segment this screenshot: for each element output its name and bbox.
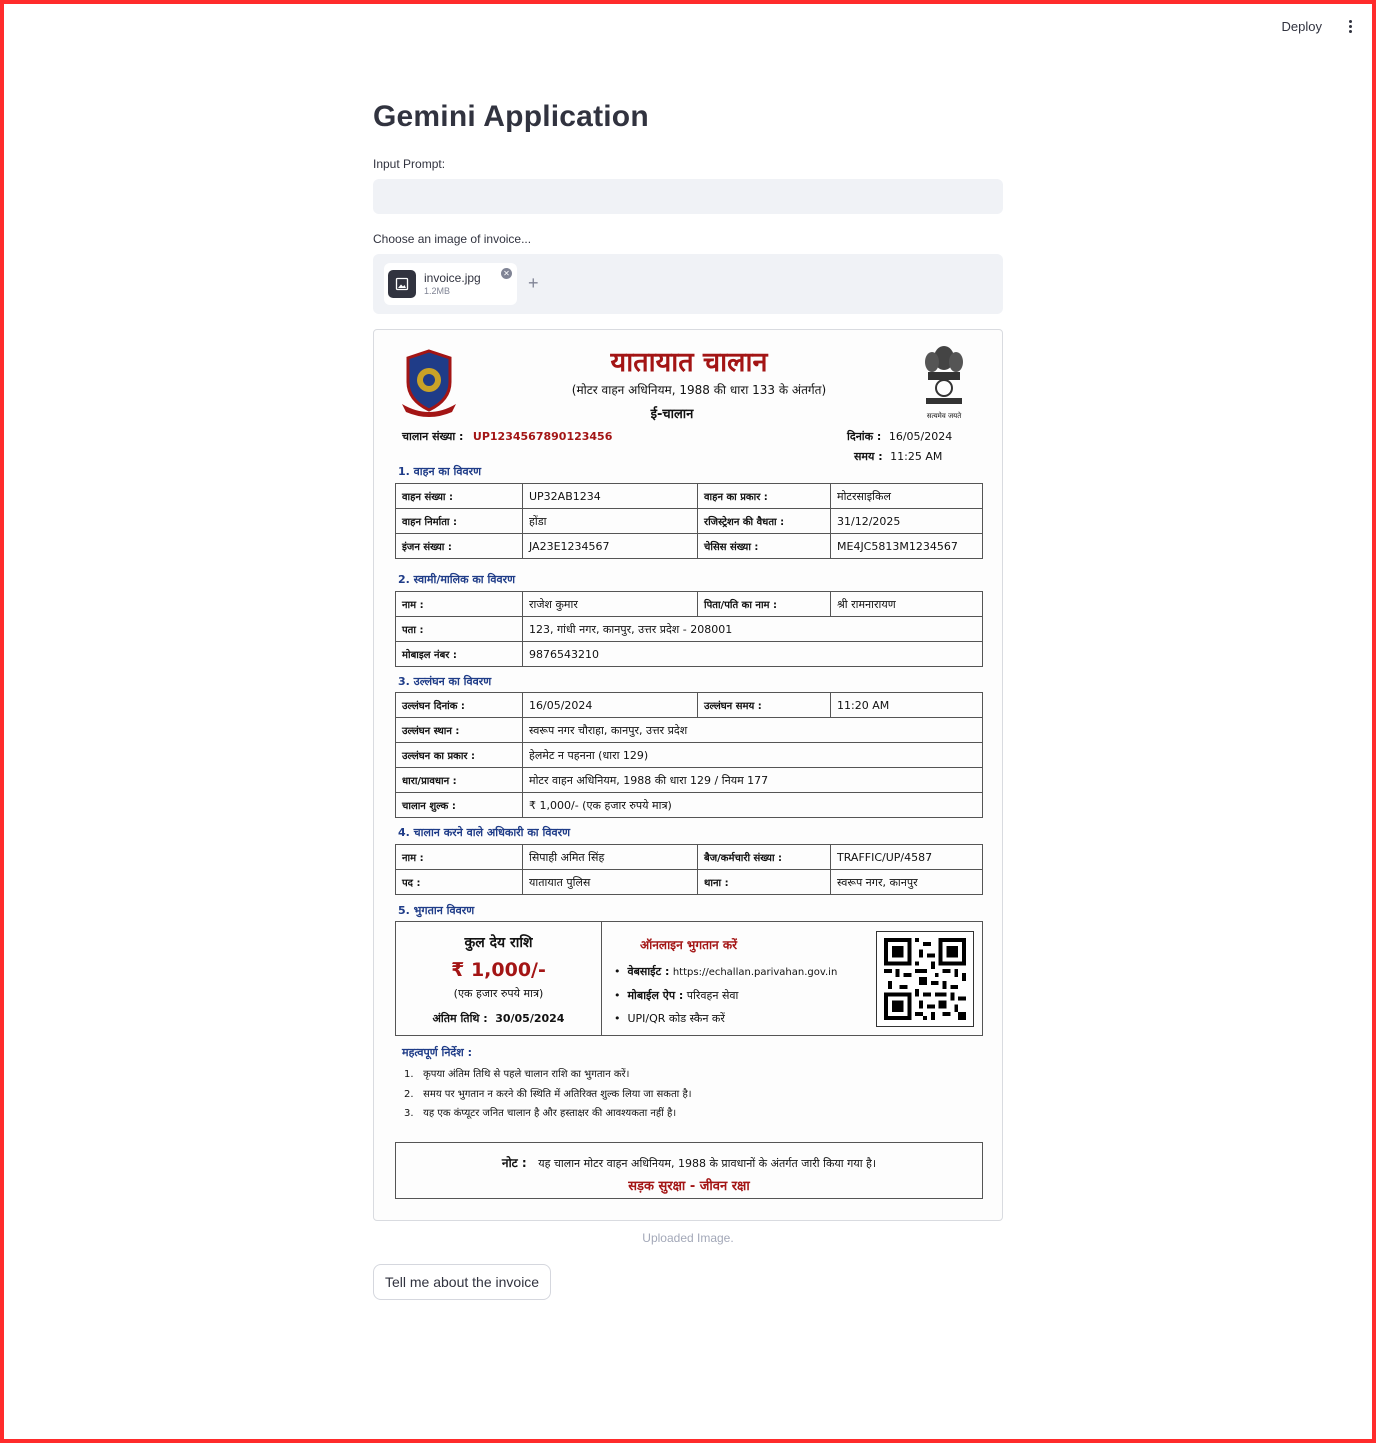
list-item: 2. समय पर भुगतान न करने की स्थिति में अतिरिक्त शुल्क लिया जा सकता है। bbox=[404, 1088, 692, 1100]
table-cell: यातायात पुलिस bbox=[523, 870, 698, 895]
challan-type: ई-चालान bbox=[650, 407, 694, 422]
table-cell: 9876543210 bbox=[523, 642, 983, 667]
table-cell: राजेश कुमार bbox=[523, 592, 698, 617]
table-row bbox=[396, 592, 983, 617]
challan-date-row bbox=[847, 429, 952, 444]
emblem-motto: सत्यमेव जयते bbox=[926, 412, 962, 420]
table-cell: उल्लंघन का प्रकार : bbox=[396, 743, 523, 768]
app-label: मोबाईल ऐप : bbox=[627, 989, 684, 1002]
table-cell: JA23E1234567 bbox=[523, 534, 698, 559]
add-file-icon[interactable]: + bbox=[528, 273, 539, 293]
table-cell: स्वरूप नगर चौराहा, कानपुर, उत्तर प्रदेश bbox=[523, 718, 983, 743]
vehicle-details-table bbox=[395, 483, 983, 559]
table-cell: वाहन का प्रकार : bbox=[698, 484, 831, 509]
submit-button[interactable]: Tell me about the invoice bbox=[373, 1264, 551, 1300]
table-row bbox=[396, 845, 983, 870]
table-row bbox=[396, 768, 983, 793]
table-cell: मोटर वाहन अधिनियम, 1988 की धारा 129 / नियम 177 bbox=[523, 768, 983, 793]
section-owner-title: 2. स्वामी/मालिक का विवरण bbox=[398, 573, 516, 586]
table-cell: हेलमेट न पहनना (धारा 129) bbox=[523, 743, 983, 768]
note-line bbox=[396, 1154, 982, 1171]
uploaded-file-chip bbox=[384, 263, 517, 305]
challan-time-row bbox=[854, 449, 942, 464]
table-cell: पद : bbox=[396, 870, 523, 895]
table-cell: ME4JC5813M1234567 bbox=[831, 534, 983, 559]
table-cell: नाम : bbox=[396, 845, 523, 870]
challan-document bbox=[374, 330, 1003, 1221]
table-cell: चालान शुल्क : bbox=[396, 793, 523, 818]
table-cell: सिपाही अमित सिंह bbox=[523, 845, 698, 870]
challan-subtitle: (मोटर वाहन अधिनियम, 1988 की धारा 133 के अंतर्गत) bbox=[571, 383, 827, 397]
table-row bbox=[396, 509, 983, 534]
table-cell: 11:20 AM bbox=[831, 693, 983, 718]
due-date-label: अंतिम तिथि : bbox=[432, 1012, 488, 1025]
note-text: यह चालान मोटर वाहन अधिनियम, 1988 के प्रावधानों के अंतर्गत जारी किया गया है। bbox=[538, 1157, 877, 1170]
table-row bbox=[396, 870, 983, 895]
table-cell: थाना : bbox=[698, 870, 831, 895]
list-item: 1. कृपया अंतिम तिथि से पहले चालान राशि का भुगतान करें। bbox=[404, 1069, 630, 1080]
table-cell: UP32AB1234 bbox=[523, 484, 698, 509]
total-due-words: (एक हजार रुपये मात्र) bbox=[453, 987, 544, 1000]
road-safety-slogan: सड़क सुरक्षा - जीवन रक्षा bbox=[628, 1179, 750, 1194]
instruction-text: कृपया अंतिम तिथि से पहले चालान राशि का भुगतान करें। bbox=[423, 1069, 630, 1080]
table-cell: नाम : bbox=[396, 592, 523, 617]
owner-details-table bbox=[395, 591, 983, 667]
challan-number: UP1234567890123456 bbox=[472, 430, 613, 443]
file-uploader[interactable] bbox=[373, 254, 1003, 314]
table-row bbox=[396, 617, 983, 642]
image-caption: Uploaded Image. bbox=[642, 1231, 734, 1245]
table-cell: 16/05/2024 bbox=[523, 693, 698, 718]
instructions-list bbox=[404, 1065, 692, 1124]
challan-time: 11:25 AM bbox=[890, 450, 943, 463]
table-cell: वाहन निर्माता : bbox=[396, 509, 523, 534]
table-cell: वाहन संख्या : bbox=[396, 484, 523, 509]
violation-details-table bbox=[395, 692, 983, 818]
table-cell: ₹ 1,000/- (एक हजार रुपये मात्र) bbox=[523, 793, 983, 818]
uploaded-image bbox=[373, 329, 1003, 1221]
main-menu-icon[interactable] bbox=[1342, 14, 1358, 38]
payment-box bbox=[395, 921, 983, 1036]
table-cell: धारा/प्रावधान : bbox=[396, 768, 523, 793]
table-cell: रजिस्ट्रेशन की वैधता : bbox=[698, 509, 831, 534]
upi-text: UPI/QR कोड स्कैन करें bbox=[627, 1012, 725, 1025]
note-box bbox=[395, 1142, 983, 1199]
payment-options-list bbox=[614, 960, 837, 1030]
table-row bbox=[396, 534, 983, 559]
remove-file-icon[interactable]: ✕ bbox=[501, 268, 512, 279]
table-cell: पता : bbox=[396, 617, 523, 642]
list-item: • वेबसाईट : https://echallan.parivahan.gov.in bbox=[614, 965, 838, 978]
list-item: • मोबाईल ऐप : परिवहन सेवा bbox=[614, 989, 739, 1002]
due-date-row bbox=[396, 1011, 601, 1026]
table-cell: उल्लंघन स्थान : bbox=[396, 718, 523, 743]
list-item: 3. यह एक कंप्यूटर जनित चालान है और हस्ताक्षर की आवश्यकता नहीं है। bbox=[404, 1108, 677, 1119]
table-row bbox=[396, 484, 983, 509]
officer-details-table bbox=[395, 844, 983, 895]
table-cell: 31/12/2025 bbox=[831, 509, 983, 534]
challan-time-label: समय : bbox=[854, 450, 883, 463]
table-row bbox=[396, 642, 983, 667]
table-cell: स्वरूप नगर, कानपुर bbox=[831, 870, 983, 895]
website-url: https://echallan.parivahan.gov.in bbox=[672, 967, 838, 978]
challan-date: 16/05/2024 bbox=[888, 430, 953, 443]
payment-amount-panel bbox=[396, 922, 602, 1035]
table-cell: श्री रामनारायण bbox=[831, 592, 983, 617]
table-cell: होंडा bbox=[523, 509, 698, 534]
uploaded-file-name: invoice.jpg bbox=[424, 271, 481, 285]
prompt-input[interactable] bbox=[373, 179, 1003, 214]
table-cell: उल्लंघन समय : bbox=[698, 693, 831, 718]
deploy-button[interactable]: Deploy bbox=[1276, 15, 1328, 38]
app-name: परिवहन सेवा bbox=[686, 989, 739, 1002]
table-cell: उल्लंघन दिनांक : bbox=[396, 693, 523, 718]
prompt-label: Input Prompt: bbox=[373, 157, 446, 171]
table-cell: TRAFFIC/UP/4587 bbox=[831, 845, 983, 870]
uploader-label: Choose an image of invoice... bbox=[373, 232, 532, 246]
table-row bbox=[396, 743, 983, 768]
section-officer-title: 4. चालान करने वाले अधिकारी का विवरण bbox=[398, 826, 571, 839]
note-label: नोट : bbox=[501, 1156, 527, 1170]
challan-title: यातायात चालान bbox=[610, 347, 768, 378]
table-cell: चेसिस संख्या : bbox=[698, 534, 831, 559]
top-toolbar bbox=[1276, 14, 1358, 38]
table-cell: पिता/पति का नाम : bbox=[698, 592, 831, 617]
table-cell: मोबाइल नंबर : bbox=[396, 642, 523, 667]
image-file-icon bbox=[388, 270, 416, 298]
challan-number-label: चालान संख्या : bbox=[402, 430, 464, 443]
qr-code-icon bbox=[876, 931, 974, 1027]
uploaded-file-size: 1.2MB bbox=[424, 286, 451, 296]
online-payment-title: ऑनलाइन भुगतान करें bbox=[640, 938, 738, 952]
section-payment-title: 5. भुगतान विवरण bbox=[398, 904, 475, 917]
website-label: वेबसाईट : bbox=[627, 965, 670, 978]
table-row bbox=[396, 793, 983, 818]
total-due-label: कुल देय राशि bbox=[464, 935, 533, 951]
instruction-text: यह एक कंप्यूटर जनित चालान है और हस्ताक्षर की आवश्यकता नहीं है। bbox=[423, 1108, 677, 1119]
challan-number-row bbox=[402, 429, 612, 444]
section-vehicle-title: 1. वाहन का विवरण bbox=[398, 465, 482, 478]
online-payment-panel bbox=[602, 922, 982, 1035]
due-date: 30/05/2024 bbox=[495, 1012, 565, 1025]
table-cell: मोटरसाइकिल bbox=[831, 484, 983, 509]
table-row bbox=[396, 718, 983, 743]
total-due-amount: ₹ 1,000/- bbox=[451, 959, 546, 981]
list-item: • UPI/QR कोड स्कैन करें bbox=[614, 1012, 725, 1025]
page-title: Gemini Application bbox=[373, 100, 649, 133]
table-cell: 123, गांधी नगर, कानपुर, उत्तर प्रदेश - 208001 bbox=[523, 617, 983, 642]
instructions-title: महत्वपूर्ण निर्देश : bbox=[402, 1046, 472, 1059]
challan-date-label: दिनांक : bbox=[847, 430, 882, 443]
table-cell: बैज/कर्मचारी संख्या : bbox=[698, 845, 831, 870]
table-row bbox=[396, 693, 983, 718]
table-cell: इंजन संख्या : bbox=[396, 534, 523, 559]
instruction-text: समय पर भुगतान न करने की स्थिति में अतिरिक्त शुल्क लिया जा सकता है। bbox=[423, 1088, 692, 1100]
section-violation-title: 3. उल्लंघन का विवरण bbox=[398, 675, 492, 688]
